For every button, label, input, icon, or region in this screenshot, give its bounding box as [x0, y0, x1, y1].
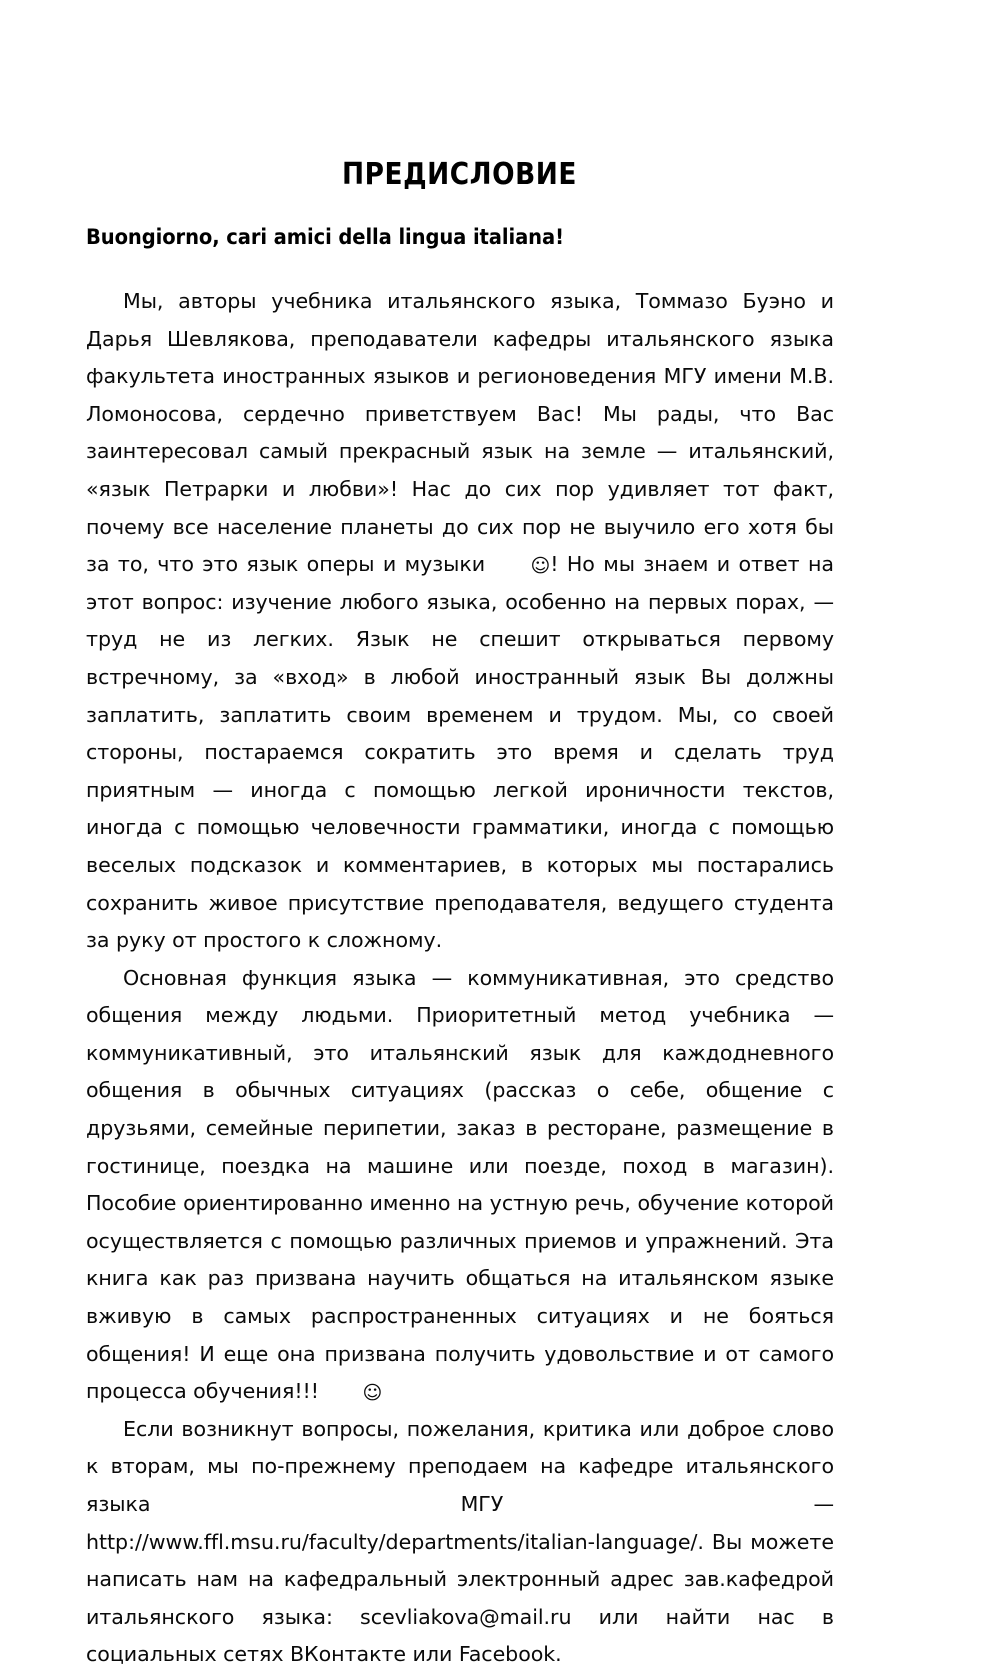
- contact-email: scevliakova@mail.ru: [360, 1604, 572, 1629]
- smiley-face-icon: ☺: [530, 555, 551, 578]
- paragraph-3-text-b: Вы можете написать нам на кафедральный электронный адрес зав.кафедрой итальянского языка:: [86, 1529, 834, 1629]
- greeting-heading: Buongiorno, cari amici della lingua italiana!: [86, 225, 564, 249]
- paragraph-2: [86, 960, 834, 1411]
- paragraph-3-text-c: или найти нас в социальных сетях ВКонтакте или Facebook.: [86, 1604, 834, 1667]
- body-text-block: [86, 283, 834, 1674]
- paragraph-3-text-a: Если возникнут вопросы, пожелания, критика или доброе слово к вторам, мы по-прежнему преподаем на кафедре итальянского языка МГУ —: [86, 1416, 834, 1516]
- paragraph-1-text-a: Мы, авторы учебника итальянского языка, Томмазо Буэно и Дарья Шевлякова, преподаватели кафедры итальянского языка факультета иностранных языков и регионоведения МГУ имени М.В. Ломоносова, сердечно приветствуем Вас! Мы рады, что Вас заинтересовал самый прекрасный язык на земле — итальянский, «язык Петрарки и любви»! Нас до сих пор удивляет тот факт, почему все население планеты до сих пор не выучило его хотя бы за то, что это язык оперы и музыки: [86, 289, 834, 577]
- department-url: http://www.ffl.msu.ru/faculty/departments/italian-language/.: [86, 1529, 704, 1554]
- page-title: ПРЕДИСЛОВИЕ: [342, 157, 577, 193]
- paragraph-1-text-b: ! Но мы знаем и ответ на этот вопрос: изучение любого языка, особенно на первых порах, — труд не из легких. Язык не спешит открываться первому встречному, за «вход» в любой иностранный язык Вы должны заплатить, заплатить своим временем и трудом. Мы, со своей стороны, постараемся сократить это время и сделать труд приятным — иногда с помощью легкой ироничности текстов, иногда с помощью человечности грамматики, иногда с помощью веселых подсказок и комментариев, в которых мы постарались сохранить живое присутствие преподавателя, ведущего студента за руку от простого к сложному.: [86, 552, 834, 953]
- paragraph-1: [86, 283, 834, 960]
- paragraph-3: [86, 1411, 834, 1674]
- paragraph-2-text-a: Основная функция языка — коммуникативная, это средство общения между людьми. Приоритетный метод учебника — коммуникативный, это итальянский язык для каждодневного общения в обычных ситуациях (рассказ о себе, общение с друзьями, семейные перипетии, заказ в ресторане, размещение в гостинице, поездка на машине или поезде, поход в магазин). Пособие ориентированно именно на устную речь, обучение которой осуществляется с помощью различных приемов и упражнений. Эта книга как раз призвана научить общаться на итальянском языке вживую в самых распространенных ситуациях и не бояться общения! И еще она призвана получить удовольствие и от самого процесса обучения!!!: [86, 965, 834, 1404]
- smiley-face-icon: ☺: [362, 1382, 383, 1405]
